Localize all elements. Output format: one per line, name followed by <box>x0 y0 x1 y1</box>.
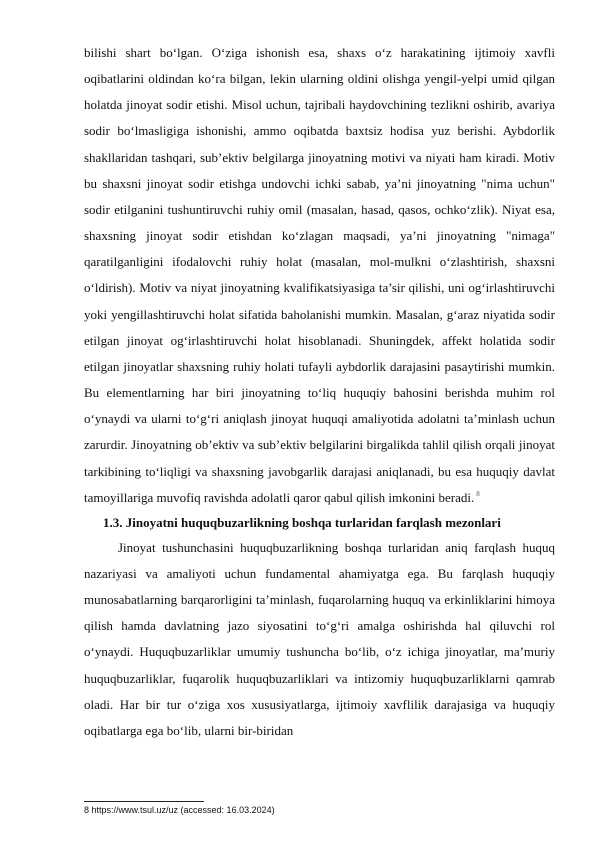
footnote: 8 https://www.tsul.uz/uz (accessed: 16.03.2024) <box>84 805 275 815</box>
section-heading: 1.3. Jinoyatni huquqbuzarlikning boshqa turlaridan farqlash mezonlari <box>103 514 501 530</box>
footnote-reference[interactable]: 8 <box>476 490 480 499</box>
page-body <box>84 40 555 744</box>
body-paragraph <box>84 40 555 511</box>
footnote-separator <box>84 801 204 802</box>
paragraph-text: bilishi shart bo‘lgan. O‘ziga ishonish esa, shaxs o‘z harakatining ijtimoiy xavfli oqibatlarini oldindan ko‘ra bilgan, lekin ularning oldini olishga yengil-yelpi umid qilgan holatda jinoyat sodir etishi. Misol uchun, tajribali haydovchining tezlikni oshirib, avariya sodir bo‘lmasligiga ishonishi, ammo oqibatda baxtsiz hodisa yuz berishi. Aybdorlik shakllaridan tashqari, sub’ektiv belgilarga jinoyatning motivi va niyati ham kiradi. Motiv bu shaxsni jinoyat sodir etishga undovchi ichki sabab, ya’ni jinoyatning "nima uchun" sodir etilganini tushuntiruvchi ruhiy omil (masalan, hasad, qasos, ochko‘zlik). Niyat esa, shaxsning jinoyat sodir etishdan ko‘zlagan maqsadi, ya’ni jinoyatning "nimaga" qaratilganligini ifodalovchi ruhiy holat (masalan, mol-mulkni o‘zlashtirish, shaxsni o‘ldirish). Motiv va niyat jinoyatning kvalifikatsiyasiga ta’sir qilishi, uni og‘irlashtiruvchi yoki yengillashtiruvchi holat sifatida baholanishi mumkin. Masalan, g‘araz niyatida sodir etilgan jinoyat og‘irlashtiruvchi holat hisoblanadi. Shuningdek, affekt holatida sodir etilgan jinoyatlar shaxsning ruhiy holati tufayli aybdorlik darajasini pasaytirishi mumkin. Bu elementlarning har biri jinoyatning to‘liq huquqiy bahosini berishda muhim rol o‘ynaydi va ularni to‘g‘ri aniqlash jinoyat huquqi amaliyotida adolatni ta’minlash uchun zarurdir. Jinoyatning ob’ektiv va sub’ektiv belgilarini birgalikda tahlil qilish orqali jinoyat tarkibining to‘liqligi va shaxsning javobgarlik darajasi aniqlanadi, bu esa huquqiy davlat tamoyillariga muvofiq ravishda adolatli qaror qabul qilish imkonini beradi. <box>84 45 555 505</box>
body-paragraph: Jinoyat tushunchasini huquqbuzarlikning boshqa turlaridan aniq farqlash huquq nazariyasi va amaliyoti uchun fundamental ahamiyatga ega. Bu farqlash huquqiy munosabatlarning barqarorligini ta’minlash, fuqarolarning huquq va erkinliklarini himoya qilish hamda davlatning jazo siyosatini to‘g‘ri amalga oshirishda hal qiluvchi rol o‘ynaydi. Huquqbuzarliklar umumiy tushuncha bo‘lib, o‘z ichiga jinoyatlar, ma’muriy huquqbuzarliklar, fuqarolik huquqbuzarliklari va intizomiy huquqbuzarliklarni qamrab oladi. Har bir tur o‘ziga xos xususiyatlarga, ijtimoiy xavflilik darajasiga va huquqiy oqibatlarga ega bo‘lib, ularni bir-biridan <box>84 539 555 738</box>
